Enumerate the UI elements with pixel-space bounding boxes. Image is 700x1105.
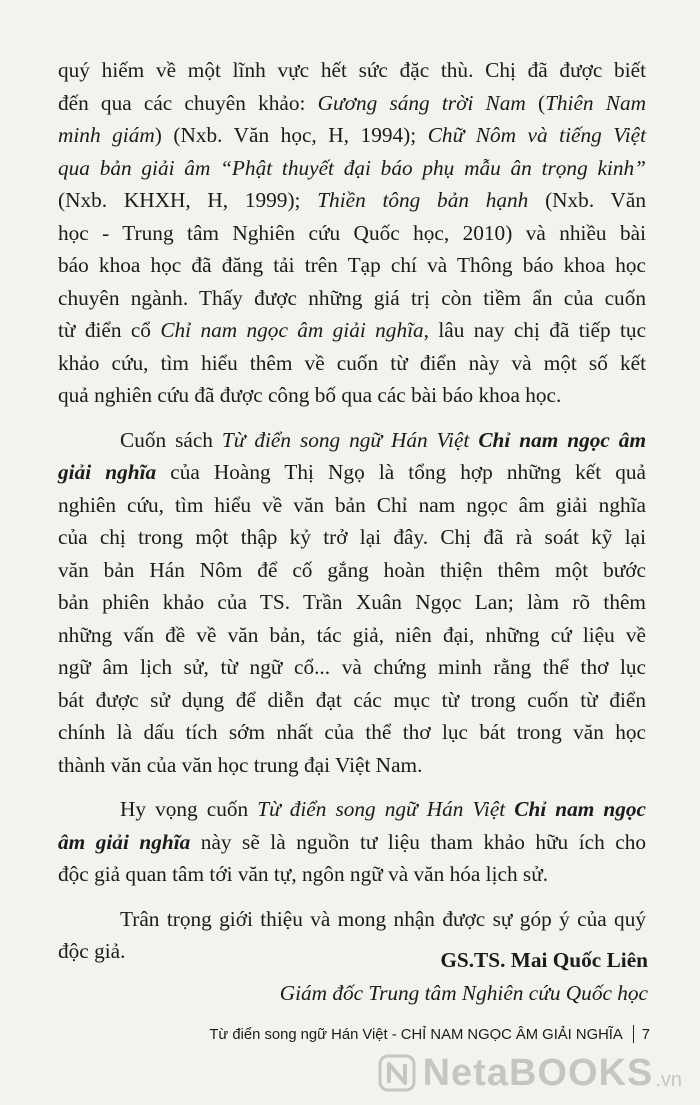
- text-line: âm giải nghĩa này sẽ là nguồn tư liệu tham khảo hữu ích cho: [58, 829, 646, 854]
- text-line: ngữ âm lịch sử, từ ngữ cổ... và chứng minh rằng thể thơ lục: [58, 655, 646, 679]
- watermark-text: NetaBOOKS: [422, 1051, 654, 1094]
- signature-block: [280, 944, 648, 1010]
- text-line: Hy vọng cuốn Từ điển song ngữ Hán Việt Chỉ nam ngọc: [120, 797, 647, 821]
- text-line: khảo cứu, tìm hiểu thêm về cuốn từ điển này và một số kết: [58, 350, 646, 375]
- page-footer: [0, 1025, 650, 1043]
- watermark-suffix: .vn: [655, 1069, 682, 1091]
- paragraph-3: [58, 793, 646, 891]
- page-number: 7: [641, 1027, 650, 1043]
- text-line: chính là dấu tích sớm nhất của thể thơ lục bát trong văn học: [58, 720, 646, 744]
- text-line: qua bản giải âm “Phật thuyết đại báo phụ mẫu ân trọng kinh”: [58, 155, 646, 180]
- text-line: minh giám) (Nxb. Văn học, H, 1994); Chữ Nôm và tiếng Việt: [58, 123, 647, 147]
- watermark: [377, 1048, 682, 1098]
- paragraph-2: [58, 424, 646, 782]
- text-line: Trân trọng giới thiệu và mong nhận được sự góp ý của quý: [120, 906, 646, 931]
- text-line: đến qua các chuyên khảo: Gương sáng trời Nam (Thiên Nam: [58, 90, 646, 115]
- text-line: độc giả.: [58, 939, 126, 963]
- text-line: thành văn của văn học trung đại Việt Nam.: [58, 752, 423, 777]
- text-line: những vấn đề về văn bản, tác giả, niên đại, những cứ liệu về: [58, 622, 646, 647]
- text-line: (Nxb. KHXH, H, 1999); Thiền tông bản hạnh (Nxb. Văn: [58, 188, 646, 212]
- text-line: bản phiên khảo của TS. Trần Xuân Ngọc Lan; làm rõ thêm: [58, 590, 646, 614]
- text-line: nghiên cứu, tìm hiểu về văn bản Chỉ nam ngọc âm giải nghĩa: [58, 492, 646, 517]
- text-line: chuyên ngành. Thấy được những giá trị còn tiềm ẩn của cuốn: [58, 285, 646, 310]
- text-line: Cuốn sách Từ điển song ngữ Hán Việt Chỉ nam ngọc âm: [120, 427, 647, 452]
- text-line: quả nghiên cứu đã được công bố qua các bài báo khoa học.: [58, 383, 562, 407]
- text-line: quý hiếm về một lĩnh vực hết sức đặc thù. Chị đã được biết: [58, 58, 646, 82]
- text-line: báo khoa học đã đăng tải trên Tạp chí và Thông báo khoa học: [58, 253, 646, 277]
- book-logo-icon: [377, 1053, 417, 1093]
- text-line: giải nghĩa của Hoàng Thị Ngọ là tổng hợp những kết quả: [58, 460, 647, 484]
- text-line: học - Trung tâm Nghiên cứu Quốc học, 2010) và nhiều bài: [58, 220, 646, 245]
- footer-divider: [633, 1025, 634, 1043]
- signature-title: Giám đốc Trung tâm Nghiên cứu Quốc học: [279, 981, 648, 1005]
- text-line: bát được sử dụng để diễn đạt các mục từ trong cuốn từ điển: [58, 687, 646, 712]
- text-line: độc giả quan tâm tới văn tự, ngôn ngữ và văn hóa lịch sử.: [58, 862, 549, 886]
- text-line: của chị trong một thập kỷ trở lại đây. Chị đã rà soát kỹ lại: [58, 525, 646, 549]
- text-line: văn bản Hán Nôm để cố gắng hoàn thiện thêm một bước: [58, 557, 646, 582]
- running-title: Từ điển song ngữ Hán Việt - CHỈ NAM NGỌC ÂM GIẢI NGHĨA: [209, 1027, 623, 1043]
- signature-name: GS.TS. Mai Quốc Liên: [440, 948, 648, 972]
- text-line: từ điển cổ Chỉ nam ngọc âm giải nghĩa, lâu nay chị đã tiếp tục: [58, 318, 647, 342]
- paragraph-1: [58, 54, 646, 412]
- body-text: [58, 54, 646, 980]
